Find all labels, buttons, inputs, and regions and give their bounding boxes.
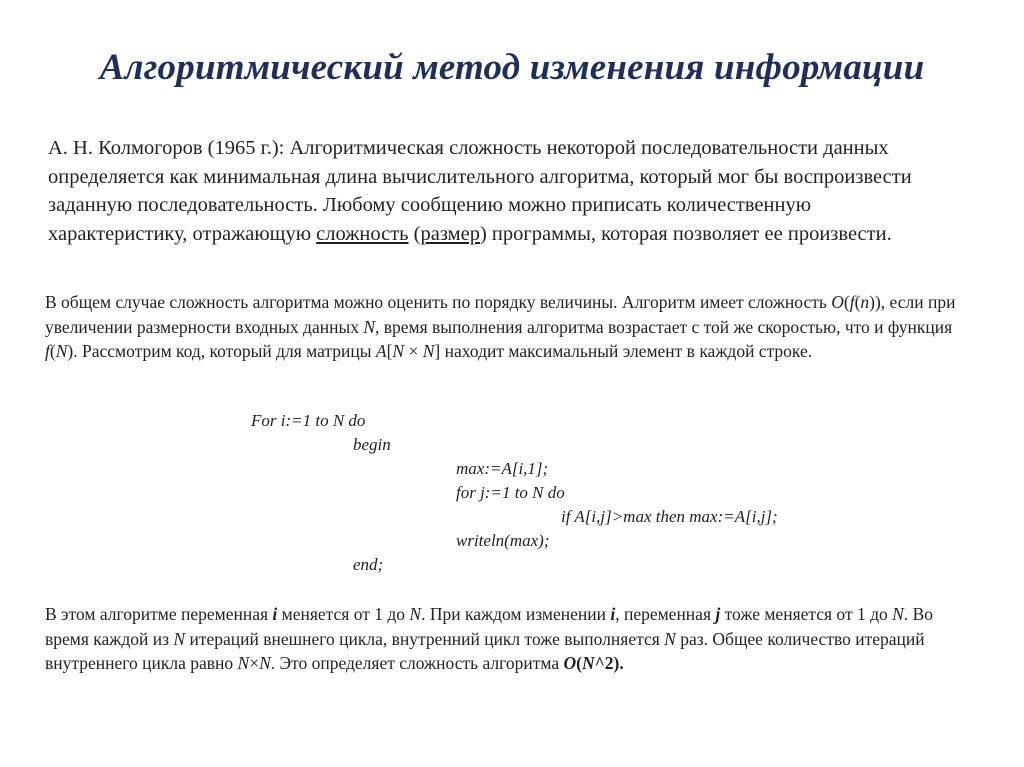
analysis-paragraph: В этом алгоритме переменная i меняется от 1 до N. При каждом изменении i, переменная j тоже меняется от 1 до N. Во время каждой из N итераций внешнего цикла, внутренний цикл тоже выполняется N раз. Общее количество итераций внутреннего цикла равно N×N. Это определяет сложность алгоритма O(N^2). [45, 604, 934, 673]
code-line: For i:=1 to N do [251, 411, 366, 430]
complexity-link[interactable]: сложность [316, 222, 409, 245]
code-line: begin [353, 435, 391, 454]
code-line: if A[i,j]>max then max:=A[i,j]; [561, 507, 778, 526]
kolmogorov-paragraph: А. Н. Колмогоров (1965 г.): Алгоритмическая сложность некоторой последовательности данных определяется как минимальная длина вычислительного алгоритма, который мог бы воспроизвести заданную последовательность. Любому сообщению можно приписать количественную характеристику, отражающую сложность (размер) программы, которая позволяет ее произвести. [48, 137, 912, 245]
complexity-paragraph: В общем случае сложность алгоритма можно оценить по порядку величины. Алгоритм имеет сложность O(f(n)), если при увеличении размерности входных данных N, время выполнения алгоритма возрастает с той же скоростью, что и функция f(N). Рассмотрим код, который для матрицы A[N × N] находит максимальный элемент в каждой строке. [45, 292, 956, 361]
code-line: writeln(max); [456, 531, 550, 550]
page-title: Алгоритмический метод изменения информации [99, 47, 925, 88]
code-line: end; [353, 555, 384, 574]
code-line: max:=A[i,1]; [456, 459, 549, 478]
size-link[interactable]: размер [420, 222, 480, 245]
code-line: for j:=1 to N do [456, 483, 565, 502]
